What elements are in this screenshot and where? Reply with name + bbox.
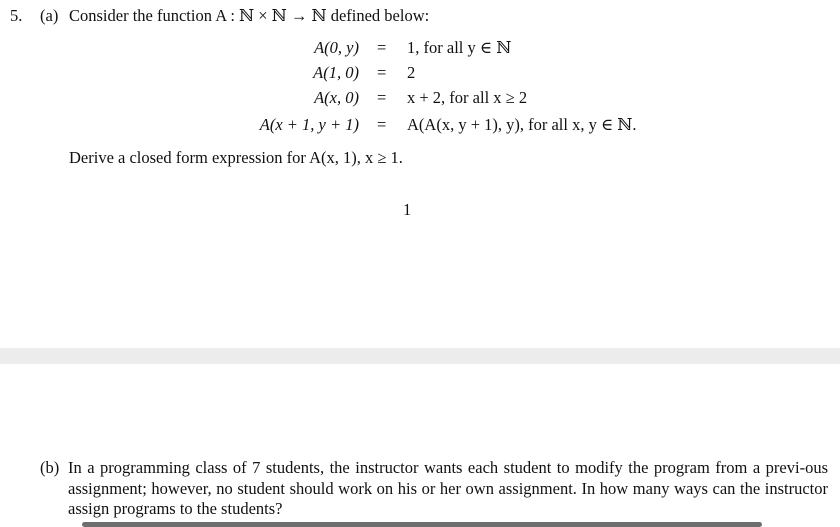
- part-b-text: In a programming class of 7 students, the instructor wants each student to modify the program from a previ-ous assignment; however, no student should work on his or her own assignment. In how many ways can the instructor assign programs to the students?: [68, 458, 828, 518]
- equation-lhs: A(1, 0): [313, 63, 359, 82]
- equation-equals: =: [377, 63, 387, 82]
- equation-lhs: A(0, y): [314, 38, 359, 57]
- part-b-label: (b): [40, 458, 60, 477]
- equation-row: [0, 115, 840, 139]
- equation-row: [0, 38, 840, 62]
- part-a-task: Derive a closed form expression for A(x, 1), x ≥ 1.: [69, 148, 403, 167]
- part-a-intro: Consider the function A : ℕ × ℕ → ℕ defined below:: [69, 6, 430, 25]
- equation-row: [0, 63, 840, 87]
- horizontal-scrollbar[interactable]: [82, 522, 762, 527]
- equation-row: [0, 88, 840, 112]
- equation-lhs: A(x, 0): [314, 88, 359, 107]
- equation-rhs: A(A(x, y + 1), y), for all x, y ∈ ℕ.: [407, 115, 637, 134]
- part-a-label: (a): [40, 6, 59, 25]
- equation-equals: =: [377, 115, 387, 134]
- equation-lhs: A(x + 1, y + 1): [259, 115, 359, 134]
- equation-rhs: 2: [407, 63, 416, 82]
- part-b-paragraph: [40, 458, 828, 520]
- page-number: 1: [403, 200, 412, 219]
- page-break-separator: [0, 348, 840, 364]
- equation-equals: =: [377, 38, 387, 57]
- equation-equals: =: [377, 88, 387, 107]
- problem-number: 5.: [10, 6, 23, 25]
- equation-rhs: x + 2, for all x ≥ 2: [407, 88, 528, 107]
- equation-rhs: 1, for all y ∈ ℕ: [407, 38, 512, 57]
